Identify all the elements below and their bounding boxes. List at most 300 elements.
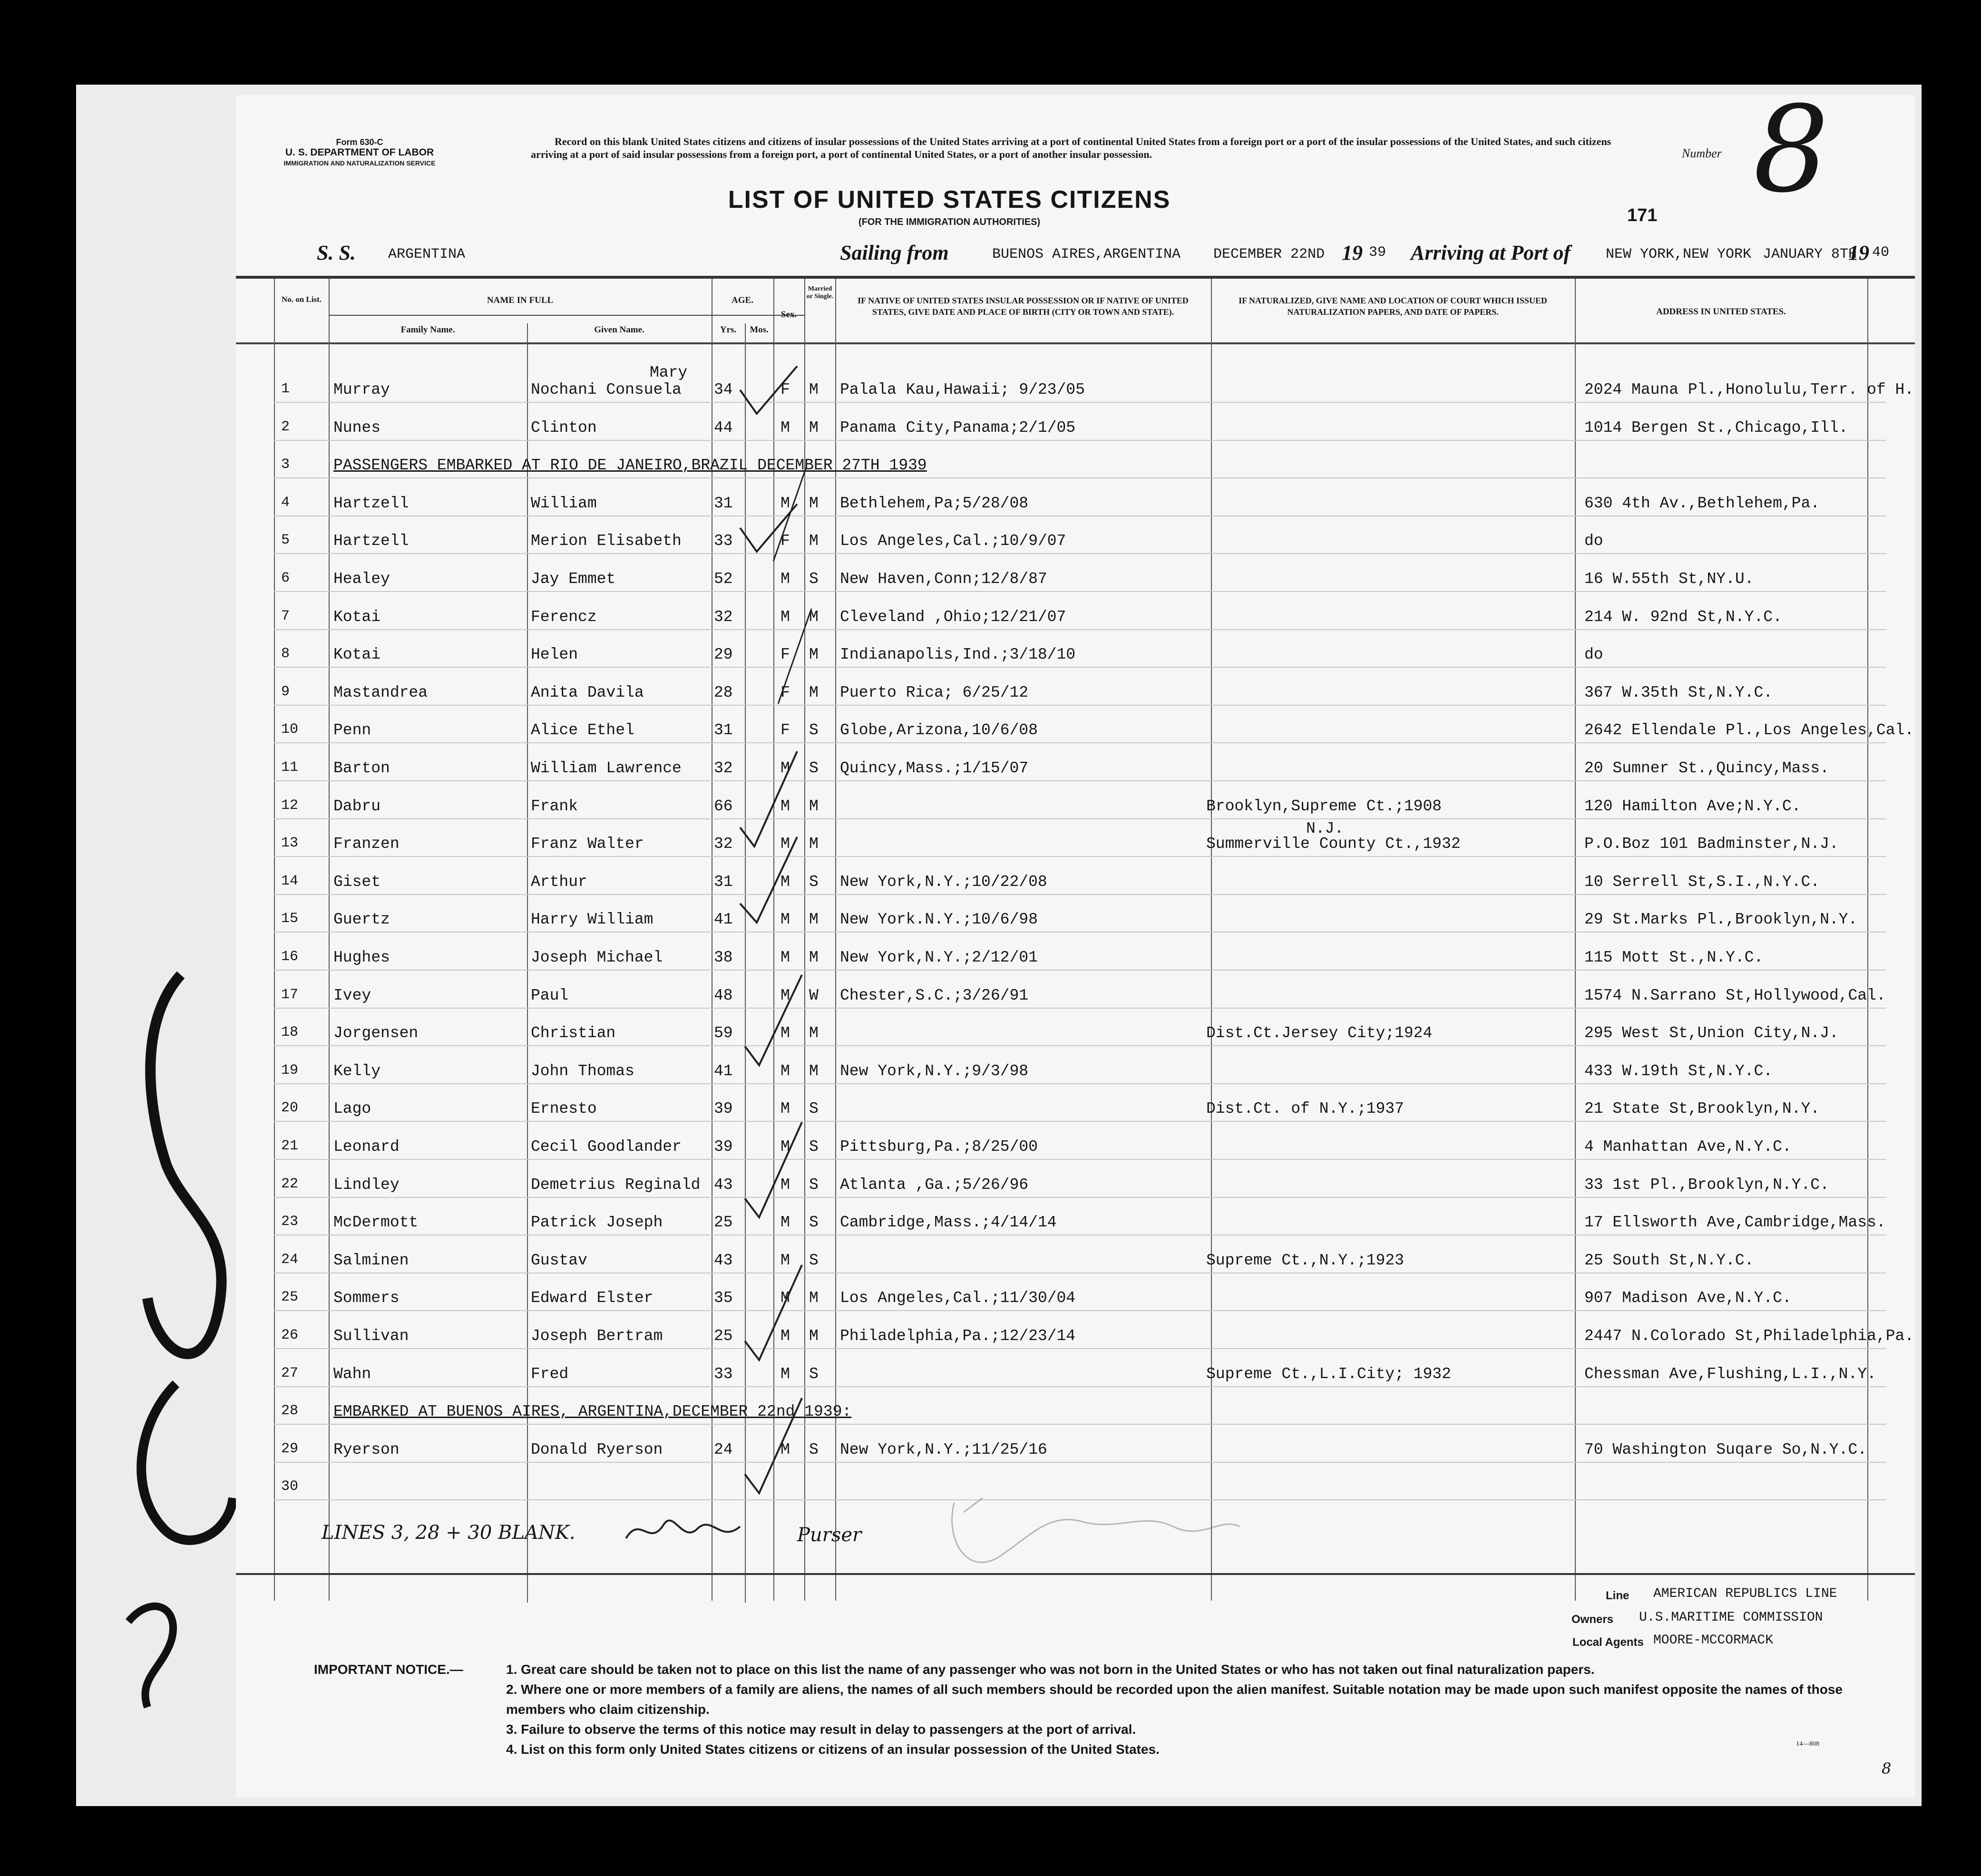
row-number: 9 [281,684,290,700]
row-rule [274,1197,1886,1198]
age-years: 33 [714,1365,733,1383]
age-years: 38 [714,949,733,966]
purser-label: Purser [797,1524,862,1546]
number-label: Number [1682,146,1722,160]
place-of-birth: Bethlehem,Pa;5/28/08 [840,495,1029,512]
family-name: Kelly [333,1062,381,1080]
family-name: Dabru [333,797,381,815]
age-years: 28 [714,684,733,701]
given-name: Ferencz [531,608,597,626]
age-years: 32 [714,608,733,626]
us-address: do [1584,532,1603,550]
row-number: 18 [281,1024,299,1040]
place-of-birth: Cambridge,Mass.;4/14/14 [840,1214,1057,1231]
sailing-date: DECEMBER 22ND [1213,246,1325,262]
sex: M [781,949,790,966]
given-name: Alice Ethel [531,721,634,739]
row-rule [274,780,1886,781]
age-years: 25 [714,1327,733,1345]
row-rule [274,1045,1886,1046]
marital-status: M [809,608,819,626]
us-address: 4 Manhattan Ave,N.Y.C. [1584,1138,1792,1156]
us-address: 2024 Mauna Pl.,Honolulu,Terr. of H. [1584,381,1914,399]
age-years: 31 [714,873,733,891]
row-rule [274,1348,1886,1349]
corner-number: 8 [1882,1759,1892,1778]
us-address: 120 Hamilton Ave;N.Y.C. [1584,797,1801,815]
row-number: 4 [281,495,290,511]
naturalization: Summerville County Ct.,1932 [1206,835,1461,853]
row-number: 17 [281,987,299,1003]
marital-status: W [809,987,819,1004]
marital-status: S [809,1252,819,1269]
family-name: Kotai [333,646,381,663]
row-number: 10 [281,721,299,738]
row-number: 27 [281,1365,299,1381]
age-years: 52 [714,570,733,588]
sex: M [781,835,790,853]
row-rule [274,818,1886,819]
year-suffix: 39 [1369,244,1386,261]
purser-signature-mark [621,1510,764,1553]
family-name: Ivey [333,987,371,1004]
arrival-date: JANUARY 8TH [1763,246,1857,262]
row-rule [274,553,1886,554]
row-number: 5 [281,532,290,548]
given-name: Helen [531,646,578,663]
us-address: 367 W.35th St,N.Y.C. [1584,684,1773,701]
given-name: Joseph Bertram [531,1327,663,1345]
sex: M [781,873,790,891]
row-rule [274,667,1886,668]
row-number: 26 [281,1327,299,1343]
notice-item: 4. List on this form only United States citizens or citizens of an insular possession of the United States. [506,1742,1160,1757]
age-years: 44 [714,419,733,437]
given-name: Joseph Michael [531,949,663,966]
place-of-birth: New York,N.Y.;9/3/98 [840,1062,1029,1080]
page-title: LIST OF UNITED STATES CITIZENS [728,186,1171,214]
us-address: 907 Madison Ave,N.Y.C. [1584,1289,1792,1307]
marital-status: M [809,949,819,966]
place-of-birth: Pittsburg,Pa.;8/25/00 [840,1138,1038,1156]
row-number: 3 [281,457,290,473]
arrival-year-suffix: 40 [1872,244,1890,261]
marital-status: M [809,911,819,928]
header-given-name: Given Name. [594,325,644,335]
age-years: 32 [714,835,733,853]
us-address: 115 Mott St.,N.Y.C. [1584,949,1764,966]
given-name: Christian [531,1024,616,1042]
sex: F [781,684,790,701]
marital-status: M [809,532,819,550]
us-address: 25 South St,N.Y.C. [1584,1252,1754,1269]
sex: M [781,1176,790,1194]
row-rule [274,970,1886,971]
header-sex: Sex. [781,310,797,320]
handwritten-note: LINES 3, 28 + 30 BLANK. [322,1522,576,1544]
row-rule [274,894,1886,895]
sex: M [781,759,790,777]
marital-status: S [809,873,819,891]
us-address: 21 State St,Brooklyn,N.Y. [1584,1100,1820,1118]
row-number: 14 [281,873,299,889]
given-name: Gustav [531,1252,587,1269]
place-of-birth: New Haven,Conn;12/8/87 [840,570,1047,588]
sex: M [781,911,790,928]
age-years: 43 [714,1252,733,1269]
row-rule [274,1121,1886,1122]
header-no-on-list: No. on List. [281,295,322,304]
ss-label: S. S. [317,241,356,264]
passenger-rows [236,95,1915,1617]
age-years: 33 [714,532,733,550]
age-years: 66 [714,797,733,815]
given-name: Fred [531,1365,569,1383]
row-rule [274,629,1886,630]
family-name: PASSENGERS EMBARKED AT RIO DE JANEIRO,BRAZIL DECEMBER 27TH 1939 [333,457,927,474]
line-info [1473,1584,1901,1661]
marital-status: S [809,570,819,588]
sex: M [781,1327,790,1345]
age-years: 59 [714,1024,733,1042]
row-number: 19 [281,1062,299,1079]
header-family-name: Family Name. [400,325,455,335]
place-of-birth: Indianapolis,Ind.;3/18/10 [840,646,1076,663]
place-of-birth: Puerto Rica; 6/25/12 [840,684,1029,701]
us-address: 1574 N.Sarrano St,Hollywood,Cal. [1584,987,1886,1004]
place-of-birth: Quincy,Mass.;1/15/07 [840,759,1029,777]
sex: M [781,1441,790,1458]
sex: F [781,381,790,399]
given-name: Patrick Joseph [531,1214,663,1231]
row-number: 30 [281,1478,299,1495]
sex: M [781,1024,790,1042]
us-address: 630 4th Av.,Bethlehem,Pa. [1584,495,1820,512]
family-name: Leonard [333,1138,400,1156]
age-years: 25 [714,1214,733,1231]
sex: M [781,570,790,588]
row-number: 13 [281,835,299,851]
notice-items [506,1660,1876,1759]
given-name: William [531,495,597,512]
family-name: Lago [333,1100,371,1118]
given-name: Anita Davila [531,684,644,701]
faint-signature [926,1484,1259,1588]
form-instructions: Record on this blank United States citizens and citizens of insular possessions of the United States arriving at a port of continental United States from a foreign port or a port of the insular possessions of the United States, and such citizens arriving at a port of said insular possessions from a foreign port, a port of continental United States, or a port of another insular possession. [531,136,1611,160]
sex: M [781,1252,790,1269]
us-address: 33 1st Pl.,Brooklyn,N.Y.C. [1584,1176,1829,1194]
row-number: 28 [281,1403,299,1419]
margin-handwriting [109,965,252,1726]
us-address: 29 St.Marks Pl.,Brooklyn,N.Y. [1584,911,1858,928]
row-number: 6 [281,570,290,586]
naturalization: Dist.Ct. of N.Y.;1937 [1206,1100,1404,1118]
place-of-birth: Palala Kau,Hawaii; 9/23/05 [840,381,1085,399]
family-name: Wahn [333,1365,371,1383]
row-number: 21 [281,1138,299,1154]
page-number: 171 [1627,205,1658,225]
print-code: 14—808 [1796,1740,1819,1748]
family-name: Sullivan [333,1327,409,1345]
manifest-sheet [236,80,1915,1798]
family-name: McDermott [333,1214,419,1231]
naturalization: Brooklyn,Supreme Ct.;1908 [1206,797,1442,815]
sex: F [781,532,790,550]
sex: M [781,1138,790,1156]
family-name: Guertz [333,911,390,928]
marital-status: S [809,1100,819,1118]
us-address: 10 Serrell St,S.I.,N.Y.C. [1584,873,1820,891]
place-of-birth: New York,N.Y.;11/25/16 [840,1441,1047,1458]
us-address: 295 West St,Union City,N.J. [1584,1024,1839,1042]
place-of-birth: Globe,Arizona,10/6/08 [840,721,1038,739]
notice-item: 3. Failure to observe the terms of this notice may result in delay to passengers at the port of arrival. [506,1722,1136,1737]
row-number: 16 [281,949,299,965]
family-name: Nunes [333,419,381,437]
us-address: do [1584,646,1603,663]
number-value: 8 [1753,80,1829,219]
sex: M [781,1289,790,1307]
given-name: Demetrius Reginald [531,1176,701,1194]
page-subtitle: (FOR THE IMMIGRATION AUTHORITIES) [858,217,1041,227]
naturalization: Supreme Ct.,N.Y.;1923 [1206,1252,1404,1269]
us-address: Chessman Ave,Flushing,L.I.,N.Y. [1584,1365,1876,1383]
agents-label: Local Agents [1572,1636,1644,1649]
age-years: 29 [714,646,733,663]
us-address: 1014 Bergen St.,Chicago,Ill. [1584,419,1848,437]
sex: M [781,1062,790,1080]
family-name: Hartzell [333,532,409,550]
agents-value: MOORE-MCCORMACK [1653,1633,1774,1648]
given-name: William Lawrence [531,759,682,777]
service-name: IMMIGRATION AND NATURALIZATION SERVICE [283,159,436,167]
sex: M [781,419,790,437]
row-rule [274,1159,1886,1160]
us-address: 20 Sumner St.,Quincy,Mass. [1584,759,1829,777]
header-yrs: Yrs. [720,325,737,335]
us-address: 70 Washington Suqare So,N.Y.C. [1584,1441,1867,1458]
arriving-port: NEW YORK,NEW YORK [1606,246,1752,262]
given-name: Harry William [531,911,654,928]
sex: F [781,646,790,663]
place-of-birth: Philadelphia,Pa.;12/23/14 [840,1327,1076,1345]
sex: M [781,495,790,512]
sex: M [781,1214,790,1231]
marital-status: M [809,1062,819,1080]
row-number: 15 [281,911,299,927]
marital-status: M [809,381,819,399]
given-name: Ernesto [531,1100,597,1118]
line-label: Line [1606,1589,1630,1602]
notice-heading: IMPORTANT NOTICE.— [314,1662,463,1677]
age-years: 24 [714,1441,733,1458]
row-rule [274,1424,1886,1425]
row-rule [274,705,1886,706]
us-address: 433 W.19th St,N.Y.C. [1584,1062,1773,1080]
row-rule [274,1234,1886,1235]
row-rule [274,515,1886,516]
family-name: Mastandrea [333,684,428,701]
us-address: P.O.Boz 101 Badminster,N.J. [1584,835,1839,853]
marital-status: S [809,1176,819,1194]
given-name: Donald Ryerson [531,1441,663,1458]
row-rule [274,477,1886,478]
age-years: 39 [714,1138,733,1156]
place-of-birth: New York.N.Y.;10/6/98 [840,911,1038,928]
row-number: 22 [281,1176,299,1192]
us-address: 16 W.55th St,NY.U. [1584,570,1754,588]
family-name: Murray [333,381,390,399]
row-number: 8 [281,646,290,662]
check-marks [712,361,826,1569]
marital-status: M [809,495,819,512]
age-years: 41 [714,911,733,928]
row-rule [274,591,1886,592]
age-years: 34 [714,381,733,399]
given-name: Merion Elisabeth [531,532,682,550]
place-of-birth: Los Angeles,Cal.;10/9/07 [840,532,1066,550]
row-number: 23 [281,1214,299,1230]
department-name: U. S. DEPARTMENT OF LABOR [285,147,434,158]
owners-label: Owners [1571,1613,1614,1626]
sex: M [781,608,790,626]
age-years: 39 [714,1100,733,1118]
naturalization-state: N.J. [1306,820,1344,837]
row-number: 12 [281,797,299,814]
row-rule [274,1386,1886,1387]
row-rule [274,402,1886,403]
marital-status: M [809,1289,819,1307]
place-of-birth: Los Angeles,Cal.;11/30/04 [840,1289,1076,1307]
marital-status: S [809,1365,819,1383]
marital-status: M [809,419,819,437]
sex: M [781,987,790,1004]
arrival-year-prefix: 19 [1848,241,1869,264]
family-name: Lindley [333,1176,400,1194]
row-rule [274,1310,1886,1311]
form-number: Form 630-C [336,137,383,147]
row-rule [274,932,1886,933]
sex: M [781,797,790,815]
given-name-addition: Mary [650,364,688,381]
sailing-label: Sailing from [840,241,949,264]
given-name: Frank [531,797,578,815]
header-mos: Mos. [750,325,769,335]
row-number: 11 [281,759,299,776]
header-birth: IF NATIVE OF UNITED STATES INSULAR POSSESSION OR IF NATIVE OF UNITED STATES, GIVE DATE AND PLACE OF BIRTH (CITY OR TOWN AND STATE). [858,296,1189,317]
marital-status: M [809,684,819,701]
family-name: Hughes [333,949,390,966]
family-name: Franzen [333,835,400,853]
family-name: Healey [333,570,390,588]
given-name: Edward Elster [531,1289,654,1307]
family-name: Ryerson [333,1441,400,1458]
row-number: 24 [281,1252,299,1268]
row-rule [274,1083,1886,1084]
row-number: 29 [281,1441,299,1457]
us-address: 214 W. 92nd St,N.Y.C. [1584,608,1782,626]
family-name: Kotai [333,608,381,626]
header-naturalized: IF NATURALIZED, GIVE NAME AND LOCATION OF COURT WHICH ISSUED NATURALIZATION PAPERS, AND DATE OF PAPERS. [1239,296,1547,317]
marital-status: M [809,1024,819,1042]
us-address: 17 Ellsworth Ave,Cambridge,Mass. [1584,1214,1886,1231]
place-of-birth: New York,N.Y.;2/12/01 [840,949,1038,966]
owners-value: U.S.MARITIME COMMISSION [1639,1610,1823,1625]
us-address: 2642 Ellendale Pl.,Los Angeles,Cal. [1584,721,1914,739]
place-of-birth: Atlanta ,Ga.;5/26/96 [840,1176,1029,1194]
marital-status: M [809,646,819,663]
us-address: 2447 N.Colorado St,Philadelphia,Pa. [1584,1327,1914,1345]
sex: M [781,1100,790,1118]
age-years: 43 [714,1176,733,1194]
row-number: 2 [281,419,290,435]
given-name: Jay Emmet [531,570,616,588]
arriving-label: Arriving at Port of [1411,241,1571,264]
marital-status: M [809,835,819,853]
header-address: ADDRESS IN UNITED STATES. [1656,307,1786,317]
given-name: Franz Walter [531,835,644,853]
marital-status: S [809,1441,819,1458]
age-years: 31 [714,721,733,739]
given-name: Clinton [531,419,597,437]
row-rule [274,1462,1886,1463]
given-name: Nochani Consuela [531,381,682,399]
age-years: 48 [714,987,733,1004]
sex: F [781,721,790,739]
header-age: AGE. [732,295,753,305]
marital-status: S [809,759,819,777]
place-of-birth: Cleveland ,Ohio;12/21/07 [840,608,1066,626]
year-prefix: 19 [1342,241,1363,264]
header-name-in-full: NAME IN FULL [487,295,554,305]
family-name: Sommers [333,1289,400,1307]
sex: M [781,1365,790,1383]
family-name: Giset [333,873,381,891]
row-number: 7 [281,608,290,624]
row-rule [274,1008,1886,1009]
notice-item: 1. Great care should be taken not to place on this list the name of any passenger who was not born in the United States or who has not taken out final naturalization papers. [506,1662,1595,1677]
sailing-from: BUENOS AIRES,ARGENTINA [992,246,1181,262]
family-name: EMBARKED AT BUENOS AIRES, ARGENTINA,DECEMBER 22nd 1939: [333,1403,852,1420]
given-name: Paul [531,987,569,1004]
family-name: Salminen [333,1252,409,1269]
row-number: 20 [281,1100,299,1116]
place-of-birth: Chester,S.C.;3/26/91 [840,987,1029,1004]
row-rule [274,742,1886,743]
age-years: 31 [714,495,733,512]
place-of-birth: New York,N.Y.;10/22/08 [840,873,1047,891]
given-name: John Thomas [531,1062,634,1080]
family-name: Jorgensen [333,1024,419,1042]
header-married: Married or Single. [806,285,834,300]
row-rule [274,440,1886,441]
marital-status: S [809,1138,819,1156]
family-name: Barton [333,759,390,777]
row-rule [274,856,1886,857]
marital-status: M [809,797,819,815]
age-years: 32 [714,759,733,777]
family-name: Hartzell [333,495,409,512]
marital-status: S [809,721,819,739]
naturalization: Supreme Ct.,L.I.City; 1932 [1206,1365,1451,1383]
marital-status: S [809,1214,819,1231]
marital-status: M [809,1327,819,1345]
notice-item: 2. Where one or more members of a family are aliens, the names of all such members should be recorded upon the alien manifest. Suitable notation may be made upon such manifest opposite the names of those members who claim citizenship. [506,1682,1843,1717]
given-name: Cecil Goodlander [531,1138,682,1156]
place-of-birth: Panama City,Panama;2/1/05 [840,419,1076,437]
row-number: 25 [281,1289,299,1305]
line-value: AMERICAN REPUBLICS LINE [1653,1586,1837,1601]
